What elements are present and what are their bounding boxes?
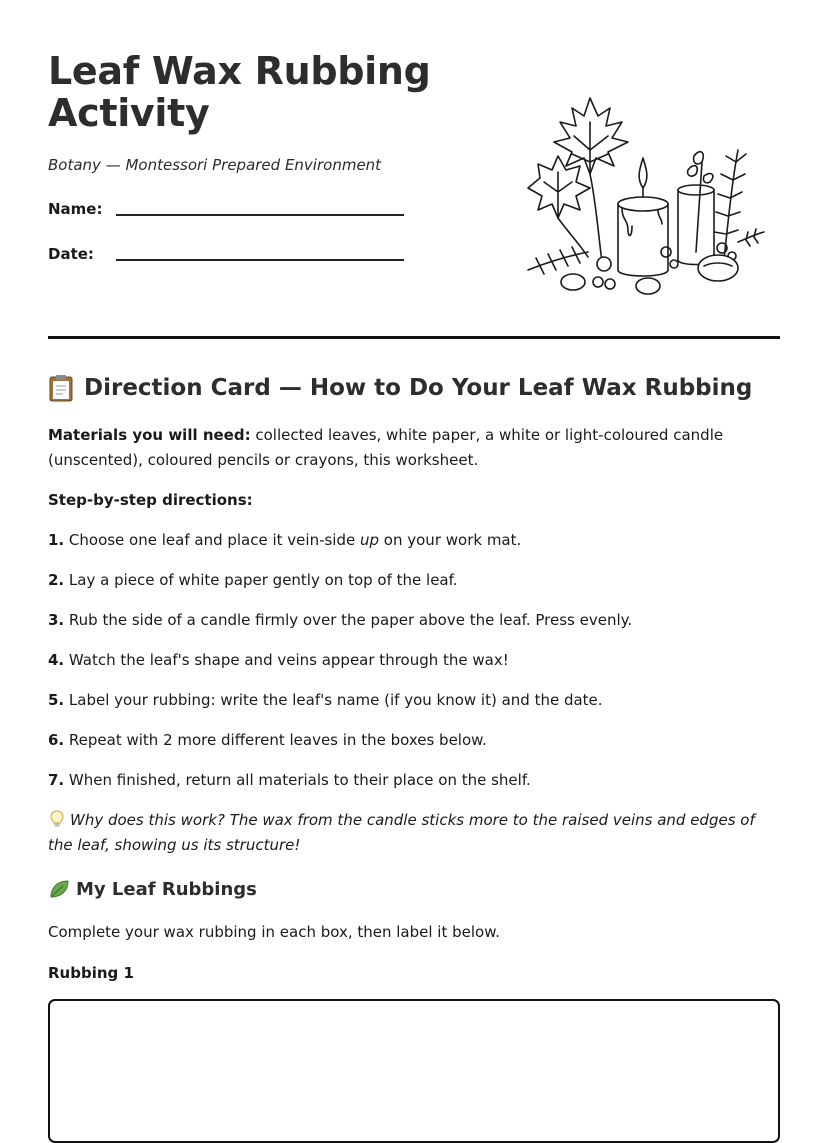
section-divider (48, 336, 780, 339)
date-line[interactable] (116, 259, 404, 261)
direction-card-heading: Direction Card — How to Do Your Leaf Wax Rubbing (48, 374, 752, 402)
step-4: 4. Watch the leaf's shape and veins appear through the wax! (48, 651, 509, 669)
name-field[interactable] (48, 200, 102, 218)
subtitle: Botany — Montessori Prepared Environment (48, 156, 382, 174)
step-1: 1. Choose one leaf and place it vein-side up on your work mat. (48, 531, 522, 549)
rubbings-heading: My Leaf Rubbings (48, 878, 257, 900)
step-5: 5. Label your rubbing: write the leaf's name (if you know it) and the date. (48, 691, 603, 709)
leaves-candles-illustration (518, 92, 768, 302)
tip-note: Why does this work? The wax from the candle sticks more to the raised veins and edges of the leaf, showing us its structure! (48, 811, 755, 854)
rubbing-1-label: Rubbing 1 (48, 964, 134, 982)
materials-text: collected leaves, white paper, a white or light-coloured candle (unscented), coloured pencils or crayons, this worksheet. (48, 426, 724, 469)
materials-label: Materials you will need: (48, 426, 251, 444)
rubbings-instructions: Complete your wax rubbing in each box, then label it below. (48, 923, 500, 941)
name-label: Name: (48, 200, 103, 218)
step-6: 6. Repeat with 2 more different leaves in the boxes below. (48, 731, 487, 749)
rubbing-1-box[interactable] (48, 999, 780, 1143)
step-7: 7. When finished, return all materials to their place on the shelf. (48, 771, 531, 789)
date-label: Date: (48, 245, 94, 263)
leaf-icon (48, 878, 70, 900)
clipboard-icon (48, 374, 74, 402)
date-field[interactable] (48, 245, 94, 263)
name-line[interactable] (116, 214, 404, 216)
materials-paragraph (48, 423, 768, 473)
lightbulb-icon (48, 810, 66, 828)
step-2: 2. Lay a piece of white paper gently on top of the leaf. (48, 571, 458, 589)
step-3: 3. Rub the side of a candle firmly over the paper above the leaf. Press evenly. (48, 611, 633, 629)
steps-heading: Step-by-step directions: (48, 491, 253, 509)
page-title: Leaf Wax Rubbing Activity (48, 49, 431, 135)
